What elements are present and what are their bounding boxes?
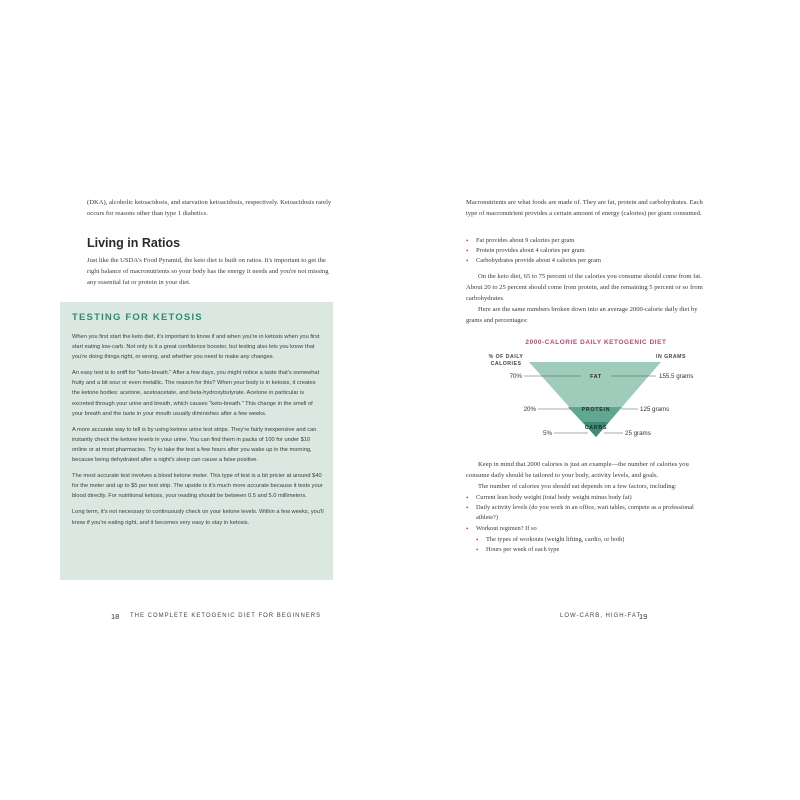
macro-bullet-list (466, 236, 711, 267)
list-item: • The types of workouts (weight lifting, cardio, or both) (476, 535, 711, 545)
chart-title: 2000-CALORIE DAILY KETOGENIC DIET (525, 339, 667, 346)
left-intro-paragraph: (DKA), alcoholic ketoacidosis, and starvation ketoacidosis, respectively. Ketoacidosis rarely occurs for reasons other than type 1 diabetics. (87, 199, 332, 217)
sidebar-title: TESTING FOR KETOSIS (72, 312, 203, 323)
sidebar-paragraph: When you first start the keto diet, it's important to know if and when you're in ketosis when you first start eating low-carb. Not only is it a great confidence booster, but testing also lets you know that you're doing things right, or wrong, and whether you need to make any changes. (72, 334, 320, 361)
layer-label-fat: FAT (590, 374, 602, 380)
list-item: • Hours per week of each type (476, 545, 711, 555)
left-axis-header: % OF DAILY CALORIES (488, 354, 524, 367)
list-item: • Protein provides about 4 calories per gram (466, 246, 711, 256)
factors-bullet-list (466, 493, 711, 534)
ratios-paragraph: Just like the USDA's Food Pyramid, the keto diet is built on ratios. It's important to get the right balance of macronutrients so your body has the energy it needs and you're not missing any essential fat or protein in your diet. (87, 257, 329, 286)
list-item: • Fat provides about 9 calories per gram (466, 236, 711, 246)
percent-label-carbs: 5% (543, 430, 552, 437)
workout-sub-list (476, 535, 711, 555)
percent-label-fat: 70% (509, 373, 522, 380)
layer-label-protein: PROTEIN (581, 407, 611, 413)
list-item: • Workout regimen? If so (466, 524, 711, 534)
grams-label-carbs: 25 grams (625, 430, 651, 437)
right-page-number: 19 (639, 612, 648, 621)
grams-label-fat: 155.5 grams (659, 373, 694, 380)
macronutrients-paragraph: Macronutrients are what foods are made of. They are fat, protein and carbohydrates. Each type of macronutrient provides a certain amount of energy (calories) per gram consumed. (466, 199, 703, 217)
percent-paragraph: On the keto diet, 65 to 75 percent of the calories you consume should come from fat. About 20 to 25 percent should come from protein, and the remaining 5 percent or so from carbohydrates. (466, 273, 703, 302)
factors-intro: The number of calories you should eat depends on a few factors, including: (478, 483, 677, 490)
percent-label-protein: 20% (523, 406, 536, 413)
layer-label-carbs: CARBS (584, 425, 608, 431)
example-paragraph: Keep in mind that 2000 calories is just an example—the number of calories you consume daily should be tailored to your body, activity levels, and goals. (466, 461, 689, 479)
section-heading: Living in Ratios (87, 236, 181, 250)
breakdown-paragraph: Here are the same numbers broken down into an average 2000-calorie daily diet by grams and percentages: (466, 306, 698, 324)
macro-funnel-chart (466, 334, 716, 444)
list-item: • Carbohydrates provide about 4 calories per gram (466, 256, 711, 266)
sidebar-body (72, 332, 325, 534)
left-page-number: 18 (111, 612, 120, 621)
left-running-title: THE COMPLETE KETOGENIC DIET FOR BEGINNERS (130, 613, 322, 619)
sidebar-paragraph: A more accurate way to tell is by using ketone urine test strips. They're fairly inexpensive and can instantly check the ketone levels in your urine. You can find them in packs of 100 for under $10 online or at most pharmacies. Try to take the test a few hours after you wake up in the morning, because being dehydrated after a night's sleep can cause a false positive. (72, 426, 317, 464)
grams-label-protein: 125 grams (640, 406, 670, 413)
sidebar-paragraph: An easy test is to sniff for "keto-breath." After a few days, you might notice a taste that's somewhat fruity and a bit sour or even metallic. The reason for this? When your body is in ketosis, it creates the ketone bodies: acetone, acetoacetate, and beta-hydroxybutyrate. Acetone in particular is excreted through your urine and breath, which causes "keto-breath." This change in the smell of your breath and the taste in your mouth usually diminishes after a few weeks. (72, 370, 320, 417)
list-item: • Daily activity levels (do you work in an office, wait tables, compete as a professional athlete?) (466, 503, 711, 523)
sidebar-paragraph: Long term, it's not necessary to continuously check on your ketone levels. Within a few weeks, you'll know if you're eating right, and it becomes very easy to stay in ketosis. (72, 509, 324, 526)
right-axis-header: IN GRAMS (656, 354, 686, 360)
sidebar-paragraph: The most accurate test involves a blood ketone meter. This type of test is a bit pricier at around $40 for the meter and up to $5 per test strip. The upside is it's much more accurate because it tests your blood directly. For nutritional ketosis, your reading should be between 0.5 and 5.0 millimeters. (72, 473, 323, 500)
testing-sidebar (60, 302, 333, 580)
list-item: • Current lean body weight (total body weight minus body fat) (466, 493, 711, 503)
right-running-title: LOW-CARB, HIGH-FAT (560, 613, 642, 619)
